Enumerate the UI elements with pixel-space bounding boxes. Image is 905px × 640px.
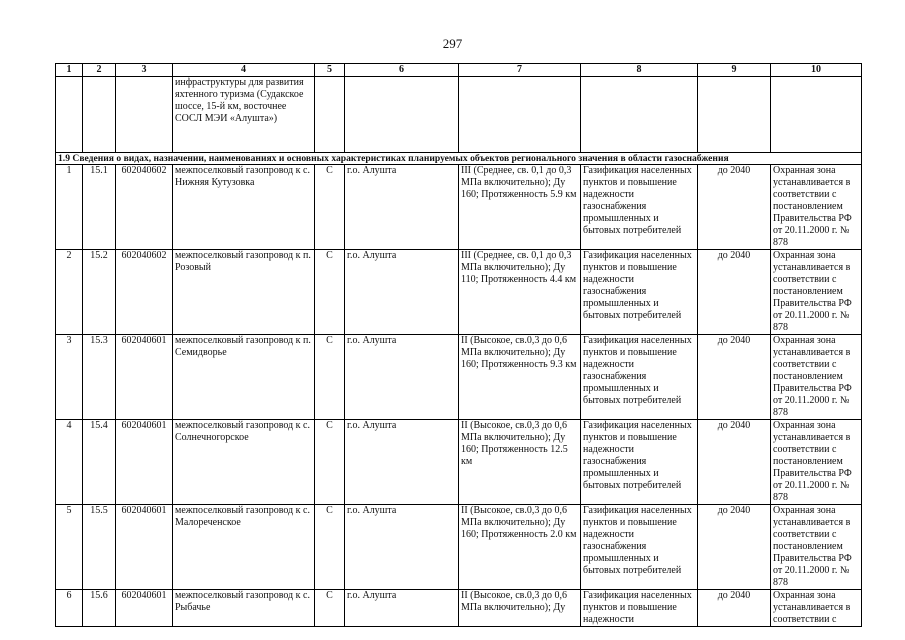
gas-objects-table	[55, 63, 862, 627]
row-purpose: Газификация населенных пунктов и повышение надежности газоснабжения промышленных и бытовых потребителей	[581, 505, 698, 590]
row-purpose: Газификация населенных пунктов и повышение надежности газоснабжения промышленных и бытовых потребителей	[581, 250, 698, 335]
row-code: 15.2	[83, 250, 116, 335]
column-header: 5	[315, 64, 345, 77]
row-number: 6	[56, 590, 83, 627]
column-header: 6	[345, 64, 459, 77]
row-term: до 2040	[698, 335, 771, 420]
row-number: 1	[56, 165, 83, 250]
row-code: 15.1	[83, 165, 116, 250]
row-purpose: Газификация населенных пунктов и повышение надежности газоснабжения промышленных и бытовых потребителей	[581, 165, 698, 250]
row-zone: Охранная зона устанавливается в соответствии с	[771, 590, 862, 627]
row-zone: Охранная зона устанавливается в соответствии с постановлением Правительства РФ от 20.11.2000 г. № 878	[771, 335, 862, 420]
table-row	[56, 505, 862, 590]
row-term: до 2040	[698, 420, 771, 505]
row-status: С	[315, 420, 345, 505]
section-row	[56, 153, 862, 165]
column-header: 4	[173, 64, 315, 77]
row-id: 602040602	[116, 165, 173, 250]
table-row	[56, 165, 862, 250]
row-status: С	[315, 505, 345, 590]
row-location: г.о. Алушта	[345, 335, 459, 420]
row-term: до 2040	[698, 505, 771, 590]
row-zone: Охранная зона устанавливается в соответствии с постановлением Правительства РФ от 20.11.2000 г. № 878	[771, 420, 862, 505]
column-header: 7	[459, 64, 581, 77]
row-name: межпоселковый газопровод к с. Нижняя Кутузовка	[173, 165, 315, 250]
row-characteristics: III (Среднее, св. 0,1 до 0,3 МПа включительно); Ду 160; Протяженность 5.9 км	[459, 165, 581, 250]
table-row	[56, 335, 862, 420]
row-number: 2	[56, 250, 83, 335]
row-purpose: Газификация населенных пунктов и повышение надежности	[581, 590, 698, 627]
column-header: 3	[116, 64, 173, 77]
row-characteristics: III (Среднее, св. 0,1 до 0,3 МПа включительно); Ду 110; Протяженность 4.4 км	[459, 250, 581, 335]
row-code: 15.6	[83, 590, 116, 627]
row-zone: Охранная зона устанавливается в соответствии с постановлением Правительства РФ от 20.11.2000 г. № 878	[771, 250, 862, 335]
row-characteristics: II (Высокое, св.0,3 до 0,6 МПа включительно); Ду 160; Протяженность 12.5 км	[459, 420, 581, 505]
page-number: 297	[442, 36, 463, 51]
column-header: 9	[698, 64, 771, 77]
row-term: до 2040	[698, 165, 771, 250]
object-name-cell: инфраструктуры для развития яхтенного туризма (Судакское шоссе, 15-й км, восточнее СОСЛ МЭИ «Алушта»)	[173, 77, 315, 153]
continuation-row	[56, 77, 862, 153]
row-characteristics: II (Высокое, св.0,3 до 0,6 МПа включительно); Ду 160; Протяженность 9.3 км	[459, 335, 581, 420]
row-name: межпоселковый газопровод к с. Малореченское	[173, 505, 315, 590]
row-number: 5	[56, 505, 83, 590]
row-status: С	[315, 335, 345, 420]
row-id: 602040601	[116, 335, 173, 420]
row-id: 602040601	[116, 590, 173, 627]
column-header: 2	[83, 64, 116, 77]
row-number: 4	[56, 420, 83, 505]
row-name: межпоселковый газопровод к п. Розовый	[173, 250, 315, 335]
column-header: 8	[581, 64, 698, 77]
row-location: г.о. Алушта	[345, 165, 459, 250]
row-id: 602040602	[116, 250, 173, 335]
table-row	[56, 420, 862, 505]
row-location: г.о. Алушта	[345, 420, 459, 505]
row-term: до 2040	[698, 590, 771, 627]
row-zone: Охранная зона устанавливается в соответствии с постановлением Правительства РФ от 20.11.2000 г. № 878	[771, 165, 862, 250]
table-row	[56, 250, 862, 335]
row-number: 3	[56, 335, 83, 420]
row-characteristics: II (Высокое, св.0,3 до 0,6 МПа включительно); Ду	[459, 590, 581, 627]
row-name: межпоселковый газопровод к п. Семидворье	[173, 335, 315, 420]
row-code: 15.5	[83, 505, 116, 590]
row-name: межпоселковый газопровод к с. Рыбачье	[173, 590, 315, 627]
section-title: 1.9 Сведения о видах, назначении, наименованиях и основных характеристиках планируемых объектов регионального значения в области газоснабжения	[56, 153, 862, 165]
row-status: С	[315, 250, 345, 335]
row-code: 15.4	[83, 420, 116, 505]
row-location: г.о. Алушта	[345, 590, 459, 627]
row-status: С	[315, 165, 345, 250]
row-location: г.о. Алушта	[345, 250, 459, 335]
column-header: 1	[56, 64, 83, 77]
row-purpose: Газификация населенных пунктов и повышение надежности газоснабжения промышленных и бытовых потребителей	[581, 335, 698, 420]
row-status: С	[315, 590, 345, 627]
row-purpose: Газификация населенных пунктов и повышение надежности газоснабжения промышленных и бытовых потребителей	[581, 420, 698, 505]
row-id: 602040601	[116, 420, 173, 505]
row-zone: Охранная зона устанавливается в соответствии с постановлением Правительства РФ от 20.11.2000 г. № 878	[771, 505, 862, 590]
row-term: до 2040	[698, 250, 771, 335]
row-id: 602040601	[116, 505, 173, 590]
column-header: 10	[771, 64, 862, 77]
row-code: 15.3	[83, 335, 116, 420]
row-location: г.о. Алушта	[345, 505, 459, 590]
row-name: межпоселковый газопровод к с. Солнечногорское	[173, 420, 315, 505]
column-number-row	[56, 64, 862, 77]
row-characteristics: II (Высокое, св.0,3 до 0,6 МПа включительно); Ду 160; Протяженность 2.0 км	[459, 505, 581, 590]
table-row	[56, 590, 862, 627]
